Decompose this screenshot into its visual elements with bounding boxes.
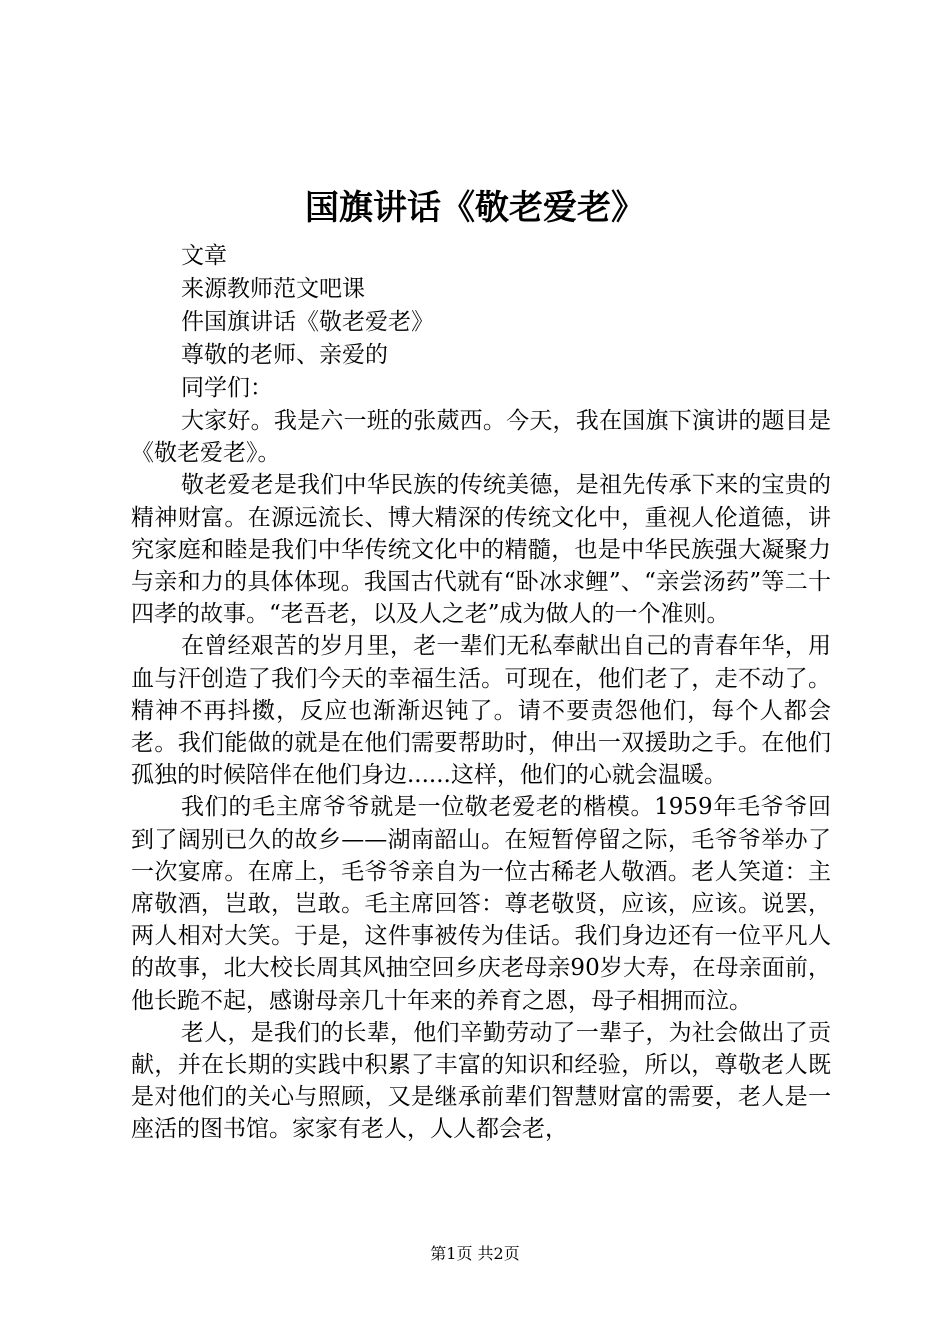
- document-title: 国旗讲话《敬老爱老》: [305, 188, 645, 228]
- intro-line: 文章: [181, 243, 227, 269]
- intro-line: 来源教师范文吧课: [181, 276, 365, 302]
- body-paragraph: 老人，是我们的长辈，他们辛勤劳动了一辈子，为社会做出了贡献，并在长期的实践中积累了丰富的知识和经验，所以，尊敬老人既是对他们的关心与照顾，又是继承前辈们智慧财富的需要，老人是一座活的图书馆。家家有老人，人人都会老，: [131, 1019, 831, 1143]
- body-paragraph: 在曾经艰苦的岁月里，老一辈们无私奉献出自己的青春年华，用血与汗创造了我们今天的幸福生活。可现在，他们老了，走不动了。精神不再抖擞，反应也渐渐迟钝了。请不要责怨他们，每个人都会老。我们能做的就是在他们需要帮助时，伸出一双援助之手。在他们孤独的时候陪伴在他们身边......这样，他们的心就会温暖。: [131, 633, 831, 789]
- body-paragraph: 大家好。我是六一班的张葳西。今天，我在国旗下演讲的题目是《敬老爱老》。: [131, 408, 831, 467]
- intro-line: 同学们：: [181, 375, 273, 401]
- body-paragraph: 敬老爱老是我们中华民族的传统美德，是祖先传承下来的宝贵的精神财富。在源远流长、博大精深的传统文化中，重视人伦道德，讲究家庭和睦是我们中华传统文化中的精髓，也是中华民族强大凝聚力与亲和力的具体体现。我国古代就有“卧冰求鲤”、“亲尝汤药”等二十四孝的故事。“老吾老，以及人之老”成为做人的一个准则。: [131, 472, 831, 628]
- page-footer: 第1页 共2页: [430, 1244, 520, 1263]
- intro-line: 件国旗讲话《敬老爱老》: [181, 309, 434, 335]
- intro-line: 尊敬的老师、亲爱的: [181, 342, 388, 368]
- body-paragraph: 我们的毛主席爷爷就是一位敬老爱老的楷模。1959年毛爷爷回到了阔别已久的故乡——湖南韶山。在短暂停留之际，毛爷爷举办了一次宴席。在席上，毛爷爷亲自为一位古稀老人敬酒。老人笑道：主席敬酒，岂敢，岂敢。毛主席回答：尊老敬贤，应该，应该。说罢，两人相对大笑。于是，这件事被传为佳话。我们身边还有一位平凡人的故事，北大校长周其风抽空回乡庆老母亲90岁大寿，在母亲面前，他长跪不起，感谢母亲几十年来的养育之恩，母子相拥而泣。: [131, 794, 831, 1014]
- document-body: [131, 240, 831, 1146]
